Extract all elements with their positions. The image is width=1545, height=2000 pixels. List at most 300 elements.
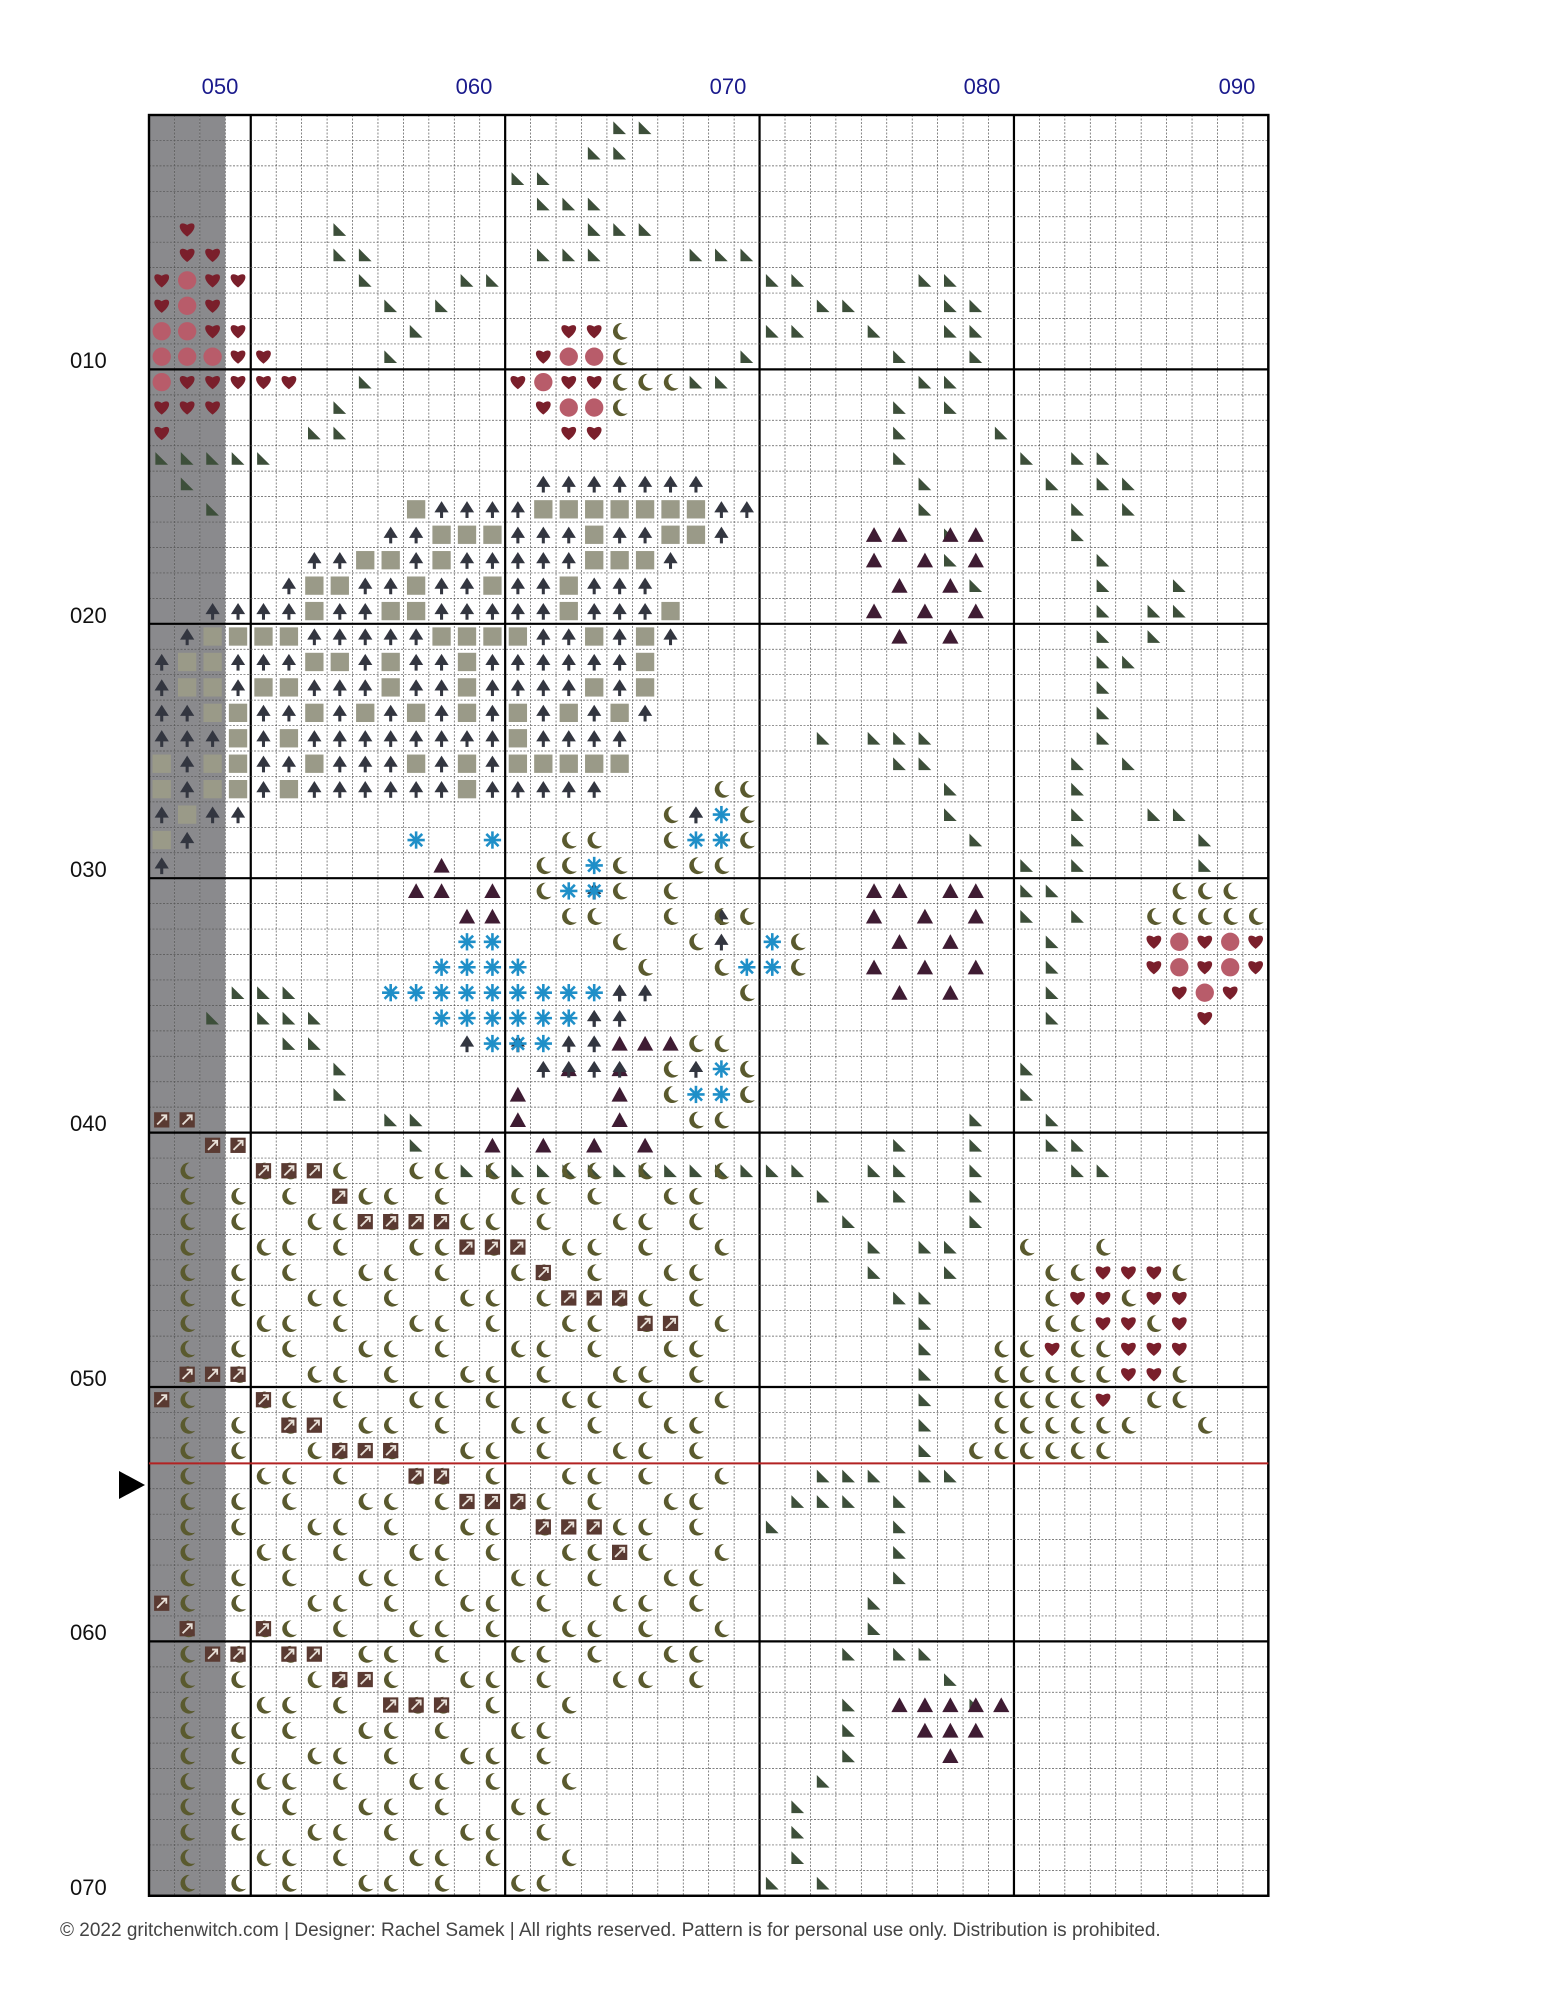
crescent-symbol [1096,1417,1111,1434]
square-symbol [356,551,374,569]
tree-symbol [562,476,576,487]
tree-symbol [485,654,499,665]
crescent-symbol [511,1646,526,1663]
square-symbol [560,602,578,620]
crescent-symbol [638,1213,653,1230]
plum-triangle-symbol [917,1697,933,1712]
crescent-symbol [308,1290,323,1307]
crescent-symbol [588,1544,603,1561]
dot-symbol [1170,933,1188,951]
tree-symbol [307,552,321,563]
corner-triangle-symbol [944,783,957,796]
copyright-footer: © 2022 gritchenwitch.com | Designer: Rachel Samek | All rights reserved. Pattern is for personal use only. Distribution is prohibited. [60,1920,1161,1941]
crescent-symbol [308,1213,323,1230]
corner-triangle-symbol [919,757,932,770]
crescent-symbol [1096,1442,1111,1459]
crescent-symbol [613,374,628,391]
corner-triangle-symbol [868,1241,881,1254]
corner-triangle-symbol [842,1648,855,1661]
crescent-symbol [537,1341,552,1358]
tree-trunk [593,1072,596,1078]
crescent-symbol [1071,1442,1086,1459]
tree-trunk [618,614,621,620]
corner-triangle-symbol [893,427,906,440]
square-symbol [458,704,476,722]
crescent-symbol [638,1468,653,1485]
crescent-symbol [715,1468,730,1485]
dot-symbol [203,348,221,366]
crescent-symbol [638,1392,653,1409]
column-label-080: 080 [963,74,1001,99]
square-symbol [280,780,298,798]
tree-symbol [638,527,652,538]
tree-symbol [256,603,270,614]
crescent-symbol [1224,883,1239,900]
tree-trunk [644,715,647,721]
tree-trunk [440,512,443,518]
tree-trunk [644,614,647,620]
crescent-symbol [486,1290,501,1307]
crescent-symbol [537,1595,552,1612]
corner-triangle-symbol [435,299,448,312]
square-symbol [203,653,221,671]
tree-symbol [384,781,398,792]
square-symbol [458,526,476,544]
crescent-symbol [638,1366,653,1383]
tree-trunk [542,588,545,594]
heart-symbol [1121,1317,1136,1330]
tree-symbol [333,628,347,639]
crescent-symbol [613,1671,628,1688]
tree-trunk [618,741,621,747]
crescent-symbol [231,1519,246,1536]
square-symbol [331,576,349,594]
crescent-symbol [333,1824,348,1841]
crescent-symbol [1096,1239,1111,1256]
corner-triangle-symbol [715,249,728,262]
corner-triangle-symbol [944,1241,957,1254]
crescent-symbol [486,1697,501,1714]
tree-trunk [338,563,341,569]
heart-symbol [282,376,297,389]
tree-symbol [307,781,321,792]
heart-symbol [561,427,576,440]
crescent-symbol [1198,1417,1213,1434]
tree-trunk [593,741,596,747]
tree-trunk [516,537,519,543]
crescent-symbol [308,1519,323,1536]
corner-triangle-symbol [893,1521,906,1534]
crescent-symbol [308,1824,323,1841]
crescent-symbol [231,1493,246,1510]
square-symbol [458,653,476,671]
crescent-symbol [689,1493,704,1510]
corner-triangle-symbol [333,249,346,262]
tree-symbol [282,603,296,614]
corner-triangle-symbol [969,1164,982,1177]
tree-symbol [536,730,550,741]
crescent-symbol [333,1213,348,1230]
crescent-symbol [486,1849,501,1866]
corner-triangle-symbol [486,274,499,287]
crescent-symbol [231,1824,246,1841]
corner-triangle-symbol [995,427,1008,440]
tree-trunk [593,1046,596,1052]
corner-triangle-symbol [1097,452,1110,465]
tree-trunk [542,639,545,645]
tree-symbol [587,730,601,741]
crescent-symbol [308,1442,323,1459]
tree-trunk [338,639,341,645]
crescent-symbol [1045,1366,1060,1383]
tree-trunk [389,766,392,772]
crescent-symbol [537,1290,552,1307]
corner-triangle-symbol [1020,859,1033,872]
tree-trunk [465,563,468,569]
crescent-symbol [308,1671,323,1688]
square-symbol [382,551,400,569]
square-symbol [483,526,501,544]
tree-trunk [364,588,367,594]
tree-trunk [567,690,570,696]
crescent-symbol [435,1264,450,1281]
square-symbol [610,704,628,722]
tree-trunk [669,563,672,569]
corner-triangle-symbol [588,147,601,160]
crescent-symbol [995,1366,1010,1383]
crescent-symbol [715,1315,730,1332]
crescent-symbol [486,1519,501,1536]
crescent-symbol [282,1722,297,1739]
column-label-070: 070 [709,74,747,99]
tree-symbol [434,679,448,690]
square-symbol [636,551,654,569]
crescent-symbol [257,1697,272,1714]
square-symbol [203,755,221,773]
crescent-symbol [689,1290,704,1307]
heart-symbol [1121,1343,1136,1356]
crescent-symbol [435,1722,450,1739]
tree-symbol [613,985,627,996]
crescent-symbol [537,1875,552,1892]
tree-symbol [231,679,245,690]
tree-symbol [587,705,601,716]
crescent-symbol [282,1875,297,1892]
corner-triangle-symbol [1148,605,1161,618]
plum-triangle-symbol [866,527,882,542]
tree-trunk [262,665,265,671]
square-symbol [407,576,425,594]
column-label-060: 060 [455,74,493,99]
corner-triangle-symbol [1046,1114,1059,1127]
corner-triangle-symbol [842,1470,855,1483]
tree-trunk [160,665,163,671]
corner-triangle-symbol [740,350,753,363]
heart-symbol [536,401,551,414]
crescent-symbol [282,1773,297,1790]
crescent-symbol [486,1442,501,1459]
square-symbol [280,678,298,696]
tree-symbol [409,679,423,690]
tree-symbol [714,501,728,512]
tree-trunk [491,690,494,696]
heart-symbol [1197,961,1212,974]
crescent-symbol [460,1290,475,1307]
corner-triangle-symbol [868,1622,881,1635]
square-symbol [458,678,476,696]
crescent-symbol [231,1748,246,1765]
corner-triangle-symbol [868,1597,881,1610]
crescent-symbol [588,832,603,849]
corner-triangle-symbol [588,249,601,262]
tree-trunk [364,741,367,747]
tree-symbol [434,730,448,741]
crescent-symbol [333,1595,348,1612]
crescent-symbol [435,1341,450,1358]
crescent-symbol [384,1417,399,1434]
corner-triangle-symbol [791,325,804,338]
crescent-symbol [460,1366,475,1383]
dot-symbol [1221,958,1239,976]
square-symbol [254,627,272,645]
column-label-090: 090 [1218,74,1256,99]
crescent-symbol [257,1315,272,1332]
crescent-symbol [562,1544,577,1561]
tree-symbol [511,781,525,792]
crescent-symbol [1045,1264,1060,1281]
tree-trunk [262,766,265,772]
corner-triangle-symbol [944,1266,957,1279]
crescent-symbol [664,1341,679,1358]
crescent-symbol [409,1620,424,1637]
square-symbol [661,500,679,518]
corner-triangle-symbol [1046,1139,1059,1152]
corner-triangle-symbol [842,299,855,312]
tree-symbol [613,654,627,665]
crescent-symbol [231,1570,246,1587]
crescent-symbol [384,1595,399,1612]
corner-triangle-symbol [969,834,982,847]
plum-triangle-symbol [866,603,882,618]
tree-symbol [511,501,525,512]
square-symbol [153,831,171,849]
square-symbol [432,526,450,544]
tree-symbol [562,552,576,563]
corner-triangle-symbol [740,1164,753,1177]
plum-triangle-symbol [510,1087,526,1102]
corner-triangle-symbol [1097,630,1110,643]
crescent-symbol [308,1366,323,1383]
corner-triangle-symbol [817,1190,830,1203]
crescent-symbol [588,1341,603,1358]
crescent-symbol [435,1570,450,1587]
tree-trunk [542,537,545,543]
corner-triangle-symbol [1046,961,1059,974]
crescent-symbol [715,1392,730,1409]
plum-triangle-symbol [942,1748,958,1763]
crescent-symbol [435,1646,450,1663]
crescent-symbol [308,1595,323,1612]
corner-triangle-symbol [893,1648,906,1661]
crescent-symbol [689,1646,704,1663]
crescent-symbol [1071,1392,1086,1409]
tree-trunk [618,537,621,543]
tree-trunk [186,792,189,798]
crescent-symbol [638,1290,653,1307]
crescent-symbol [409,1392,424,1409]
tree-trunk [237,665,240,671]
crescent-symbol [435,1315,450,1332]
crescent-symbol [1020,1417,1035,1434]
crescent-symbol [282,1341,297,1358]
crescent-symbol [664,1264,679,1281]
crescent-symbol [333,1366,348,1383]
crescent-symbol [435,1849,450,1866]
crescent-symbol [384,1748,399,1765]
crescent-symbol [1122,1290,1137,1307]
corner-triangle-symbol [1071,859,1084,872]
corner-triangle-symbol [893,401,906,414]
corner-triangle-symbol [944,808,957,821]
tree-symbol [384,527,398,538]
corner-triangle-symbol [613,121,626,134]
tree-trunk [542,486,545,492]
crescent-symbol [384,1341,399,1358]
corner-triangle-symbol [919,732,932,745]
tree-trunk [415,690,418,696]
tree-trunk [389,792,392,798]
corner-triangle-symbol [919,1470,932,1483]
tree-symbol [562,679,576,690]
tree-trunk [440,614,443,620]
square-symbol [560,500,578,518]
tree-symbol [562,730,576,741]
corner-triangle-symbol [868,1164,881,1177]
corner-triangle-symbol [893,1139,906,1152]
tree-trunk [237,690,240,696]
crescent-symbol [359,1264,374,1281]
crescent-symbol [791,959,806,976]
tree-trunk [669,486,672,492]
crescent-symbol [282,1392,297,1409]
corner-triangle-symbol [919,1419,932,1432]
dot-symbol [560,348,578,366]
corner-triangle-symbol [842,1750,855,1763]
crescent-symbol [740,781,755,798]
corner-triangle-symbol [1071,910,1084,923]
tree-symbol [409,527,423,538]
crescent-symbol [282,1188,297,1205]
corner-triangle-symbol [308,1012,321,1025]
crescent-symbol [995,1442,1010,1459]
tree-trunk [440,665,443,671]
tree-trunk [745,512,748,518]
crescent-symbol [588,1620,603,1637]
tree-symbol [333,679,347,690]
tree-symbol [409,781,423,792]
tree-trunk [516,588,519,594]
crescent-symbol [460,1671,475,1688]
corner-triangle-symbol [893,732,906,745]
corner-triangle-symbol [766,1877,779,1890]
plum-triangle-symbol [968,527,984,542]
row-label-010: 010 [70,348,107,373]
tree-trunk [338,741,341,747]
plum-triangle-symbol [433,883,449,898]
heart-symbol [1248,961,1263,974]
tree-trunk [440,690,443,696]
plum-triangle-symbol [942,985,958,1000]
crescent-symbol [588,908,603,925]
corner-triangle-symbol [766,1521,779,1534]
corner-triangle-symbol [384,1114,397,1127]
dot-symbol [585,348,603,366]
corner-triangle-symbol [333,1063,346,1076]
crescent-symbol [689,1595,704,1612]
plum-triangle-symbol [891,883,907,898]
crescent-symbol [282,1544,297,1561]
crescent-symbol [359,1799,374,1816]
crescent-symbol [460,1442,475,1459]
heart-symbol [231,274,246,287]
corner-triangle-symbol [969,350,982,363]
tree-symbol [740,501,754,512]
tree-trunk [694,486,697,492]
tree-symbol [511,679,525,690]
tree-symbol [231,603,245,614]
tree-trunk [567,741,570,747]
square-symbol [305,602,323,620]
heart-symbol [1172,1317,1187,1330]
tree-symbol [536,705,550,716]
crescent-symbol [409,1163,424,1180]
square-symbol [610,500,628,518]
corner-triangle-symbol [232,452,245,465]
crescent-symbol [562,1239,577,1256]
crescent-symbol [333,1468,348,1485]
tree-trunk [567,1072,570,1078]
crescent-symbol [1173,1264,1188,1281]
crescent-symbol [384,1722,399,1739]
tree-symbol [282,654,296,665]
tree-trunk [415,665,418,671]
square-symbol [585,678,603,696]
crescent-symbol [257,1773,272,1790]
tree-symbol [384,577,398,588]
tree-trunk [389,639,392,645]
heart-symbol [587,325,602,338]
crescent-symbol [486,1620,501,1637]
crescent-symbol [1045,1417,1060,1434]
plum-triangle-symbol [891,1697,907,1712]
heart-symbol [1223,987,1238,1000]
corner-triangle-symbol [919,503,932,516]
plum-triangle-symbol [917,553,933,568]
crescent-symbol [435,1799,450,1816]
tree-trunk [364,665,367,671]
tree-symbol [638,705,652,716]
crescent-symbol [1045,1392,1060,1409]
tree-trunk [542,741,545,747]
crescent-symbol [537,1417,552,1434]
corner-triangle-symbol [1071,1164,1084,1177]
crescent-symbol [588,1392,603,1409]
crescent-symbol [1071,1315,1086,1332]
row-label-040: 040 [70,1111,107,1136]
plum-triangle-symbol [586,1138,602,1153]
crescent-symbol [486,1748,501,1765]
crescent-symbol [435,1417,450,1434]
